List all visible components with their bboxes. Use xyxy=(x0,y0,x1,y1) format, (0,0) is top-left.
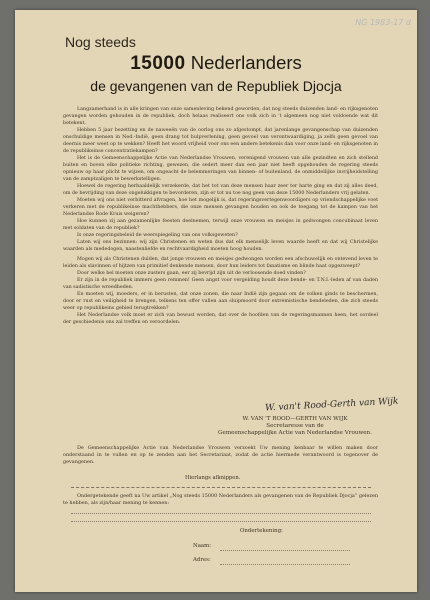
paragraph: Het is de Gemeenschappelijke Actie van Nederlandse Vrouwen, verenigend vrouwen van alle gezindten en zich stellend buiten en boven elke politieke richting, gewezen, die sedert meer dan een jaar niet heeft opgehouden de regering steeds opnieuw op haar plicht te wijzen, om ongeacht de belemmeringen van binnen- of buitenland, de onmiddellijke invrijheidstelling van de zamptzaligen te bewerkstelligen. xyxy=(63,156,378,182)
document-page xyxy=(15,10,417,592)
paragraph: Laten wij ons bezinnen: wij zijn Christenen en weten dus dat elk menselijk leven waarde heeft en dat wij Christelijke waarden als mededogen, naastenliefde en rechtvaardigheid moeten hoog houden. xyxy=(63,240,378,252)
opinion-line[interactable] xyxy=(71,513,371,514)
title-number: 15000 xyxy=(130,53,186,74)
paragraph: Het Nederlandse volk moet er zich van bewust worden, dat over de hoofden van de regeringsmannen heen, het oordeel der geschiedenis ons zal treffen en veroordelen. xyxy=(63,313,378,325)
signatory-name: W. VAN 'T ROOD—GERTH VAN WIJK xyxy=(242,416,348,422)
body-text xyxy=(63,106,378,326)
title-line-2 xyxy=(15,52,417,75)
address-field[interactable] xyxy=(220,564,350,565)
reply-form-intro xyxy=(63,493,378,507)
signatory-role: Secretaresse van de xyxy=(266,422,324,429)
cut-line xyxy=(71,487,371,488)
inventory-mark: NG 1983-17 d xyxy=(355,18,411,27)
signature-label: Ondertekening: xyxy=(240,528,283,534)
appeal-paragraph: De Gemeenschappelijke Actie van Nederlandse Vrouwen verzoekt Uw mening kenbaar te willen maken door onderstaand in te vullen en op te zenden aan het Secretariaat, zodat de actie hiermede verantwoord is tegenover de gevangenen. xyxy=(63,445,378,465)
title-nederlanders: Nederlanders xyxy=(190,52,302,73)
paragraph: Is onze regeringsbeleid de weerspiegeling van ons volksgeweten? xyxy=(77,233,238,238)
paragraph: Mogen wij als Christenen dulden, dat jonge vrouwen en meisjes gedwongen worden een afschuwelijk en ontevend leven te leiden als slavinnen of hijtzen van primitief denkende mensen, door hun leiders tot fanatisme en blinde haat opgezweept? xyxy=(63,257,378,269)
paragraph: Er zijn in de republiek immers geen remmen! Geen angst voor vergelding houdt deze bende- en T.N.I.-leden af van daden van sadistische wreedheden. xyxy=(63,278,378,290)
paragraph: En moeten wij, moeders, er in berusten, dat onze zonen, die naar Indië zijn gegaan om de volken ginds te beschermen, door er rust en veiligheid te brengen, telkens ten offer vallen aan sluipmoord door extremistische bendeleden, die zich steeds weer op republikeins gebied terugtrekken? xyxy=(63,292,378,311)
signatory-org: Gemeenschappelijke Actie van Nederlandse Vrouwen. xyxy=(218,429,372,436)
opinion-line[interactable] xyxy=(71,521,371,522)
appeal-text xyxy=(63,445,378,465)
name-label: Naam: xyxy=(193,543,212,549)
paragraph: Langzamerhand is in alle kringen van onze samenleving bekend geworden, dat nog steeds duizenden land- en rijksgenoten gevangen worden gehouden in de republiek, doch helaas realiseert ons volk zich in 't algemeen nog niet voldoende wat dit betekent. xyxy=(63,107,378,126)
name-field[interactable] xyxy=(220,550,350,551)
form-intro-text: Ondergetekende geeft na Uw artikel „Nog steeds 15000 Nederlanders als gevangenen van de Republiek Djocja” gelezen te hebben, als zijn/haar mening te kennen: xyxy=(63,493,378,506)
paragraph: Hebben 5 jaar bezetting en de naweeën van de oorlog ons zo afgestompt, dat jarenlange gevangenschap van duizenden onschuldige mensen in Ned.-Indië, geen drang tot hulpverlening, geen gevoel van verontwaardiging, ja zelfs geen gevoel van deernis meer weet op te wekken? Heeft het woord vrijheid voor ons een andere betekenis dan voor onze land- en rijksgenoten in de republikeinse concentratiekampen? xyxy=(63,128,378,154)
paragraph: Hoewel de regering herhaaldelijk verzekerde, dat het tot van deze mensen haar zeer ter harte ging en dat zij alles deed, om de bevrijding van deze ongelukkigen te bevorderen, zijn er tot nu toe nog geen van deze 15000 Nederlanders vrij gelaten. xyxy=(63,184,378,196)
paragraph: Hoe kunnen zij aan gezamenlijke feesten deelnemen, terwijl onze vrouwen en meisjes in gedwongen concubinaat leven met soldaten van de republiek? xyxy=(63,219,378,231)
signature-block xyxy=(205,416,385,436)
title-line-1: Nog steeds xyxy=(65,34,136,50)
address-label: Adres: xyxy=(193,557,211,563)
cut-here-note: Hierlangs afknippen. xyxy=(185,475,241,481)
title-line-3: de gevangenen van de Republiek Djocja xyxy=(90,78,342,94)
paragraph: Door welke bel moeten onze zusters gaan, eer zij bevrijd zijn uit de verloosende doed vinden? xyxy=(77,271,306,276)
paragraph: Moeten wij ons niet verbitterd afvragen, hoe het mogelijk is, dat regeringsvertegenwoordigers op vriendschappelijke voet verkeren met de republikeinse machthebbers, die onze mensen gevangen houden en ook de toegang tot de kampen van het Nederlandse Rode Kruis weigeren? xyxy=(63,198,378,217)
handwritten-signature: W. van't Rood-Gerth van Wijk xyxy=(264,396,399,414)
